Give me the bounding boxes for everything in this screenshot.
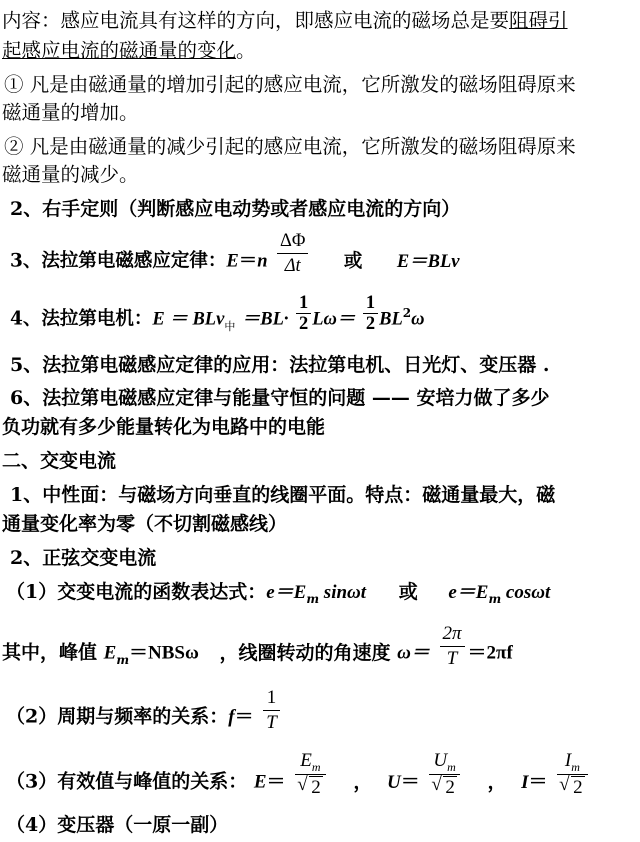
half-fraction: $\frac{1}{2}$ <box>296 294 311 333</box>
faraday-applications: 5、法拉第电磁感应定律的应用：法拉第电机、日光灯、变压器 . <box>10 354 550 376</box>
flux-fraction: $\frac{\Delta\Phi}{\Delta t}$ <box>277 230 308 277</box>
faraday-law-line: 3、法拉第电磁感应定律：E＝n $\frac{\Delta\Phi}{\Delta t}$ 或 E＝BLv <box>10 231 460 276</box>
period-frequency-line: （2）周期与频率的关系：f＝ $\frac{1}{T}$ <box>6 701 283 734</box>
underlined-text: 起感应电流的磁通量的变化 <box>2 39 237 62</box>
half-fraction-2: $\frac{1}{2}$ <box>363 294 378 333</box>
underlined-text: 阻碍引 <box>509 9 568 32</box>
content-line-1 <box>2 8 568 34</box>
transformer-title: （4）变压器（一原一副） <box>6 814 229 836</box>
omega-fraction: $\frac{2\pi}{T}$ <box>440 623 465 670</box>
sine-ac-title: 2、正弦交变电流 <box>10 547 157 569</box>
energy-conservation-line-2: 负功就有多少能量转化为电路中的电能 <box>2 416 326 438</box>
item-2-line-2: 磁通量的减少。 <box>2 163 139 186</box>
section-title-ac: 二、交变电流 <box>2 450 117 472</box>
neutral-plane-line-1: 1、中性面：与磁场方向垂直的线圈平面。特点：磁通量最大，磁 <box>10 484 556 506</box>
item-2-line-1: ② 凡是由磁通量的减少引起的感应电流，它所激发的磁场阻碍原来 <box>4 135 576 158</box>
sqrt-2: √ 2 <box>443 776 457 799</box>
energy-conservation-line-1: 6、法拉第电磁感应定律与能量守恒的问题 —— 安培力做了多少 <box>10 387 550 409</box>
sqrt-2: √ 2 <box>571 776 585 799</box>
sqrt-2: √ 2 <box>309 776 323 799</box>
ac-function-line: （1）交变电流的函数表达式：$e=E_m$ sinωt 或 $e=E_m$ cosωt <box>6 581 551 606</box>
neutral-plane-line-2: 通量变化率为零（不切割磁感线） <box>2 513 288 535</box>
content-text: 内容：感应电流具有这样的方向，即感应电流的磁场总是要 <box>2 9 510 32</box>
item-1-line-2: 磁通量的增加。 <box>2 101 139 124</box>
current-effective-fraction: $I_m$ √ 2 <box>557 750 588 799</box>
peak-value-line: 其中，峰值 $E_m=NBS\omega$ ，线圈转动的角速度 ω＝ $\frac{2\pi}{T}$ ＝2πf <box>2 623 513 669</box>
voltage-effective-fraction: $U_m$ √ 2 <box>429 750 460 799</box>
frequency-fraction: $\frac{1}{T}$ <box>263 687 280 734</box>
emf-effective-fraction: $E_m$ √ 2 <box>295 750 326 799</box>
content-line-2: 起感应电流的磁通量的变化。 <box>2 39 256 62</box>
right-hand-rule: 2、右手定则（判断感应电动势或者感应电流的方向） <box>10 198 461 220</box>
faraday-generator-line: 4、法拉第电机：E ＝ BLv$_中$ ＝BL· $\frac{1}{2}$ Lω＝ $\frac{1}{2}$ $BL^2\omega$ <box>10 293 425 334</box>
effective-value-line: （3）有效值与峰值的关系： E＝ $E_m$ √ 2 ， U＝ $U_m$ √ 2 ， I＝ $I_m$ √ 2 <box>6 766 591 799</box>
item-1-line-1: ① 凡是由磁通量的增加引起的感应电流，它所激发的磁场阻碍原来 <box>4 73 576 96</box>
